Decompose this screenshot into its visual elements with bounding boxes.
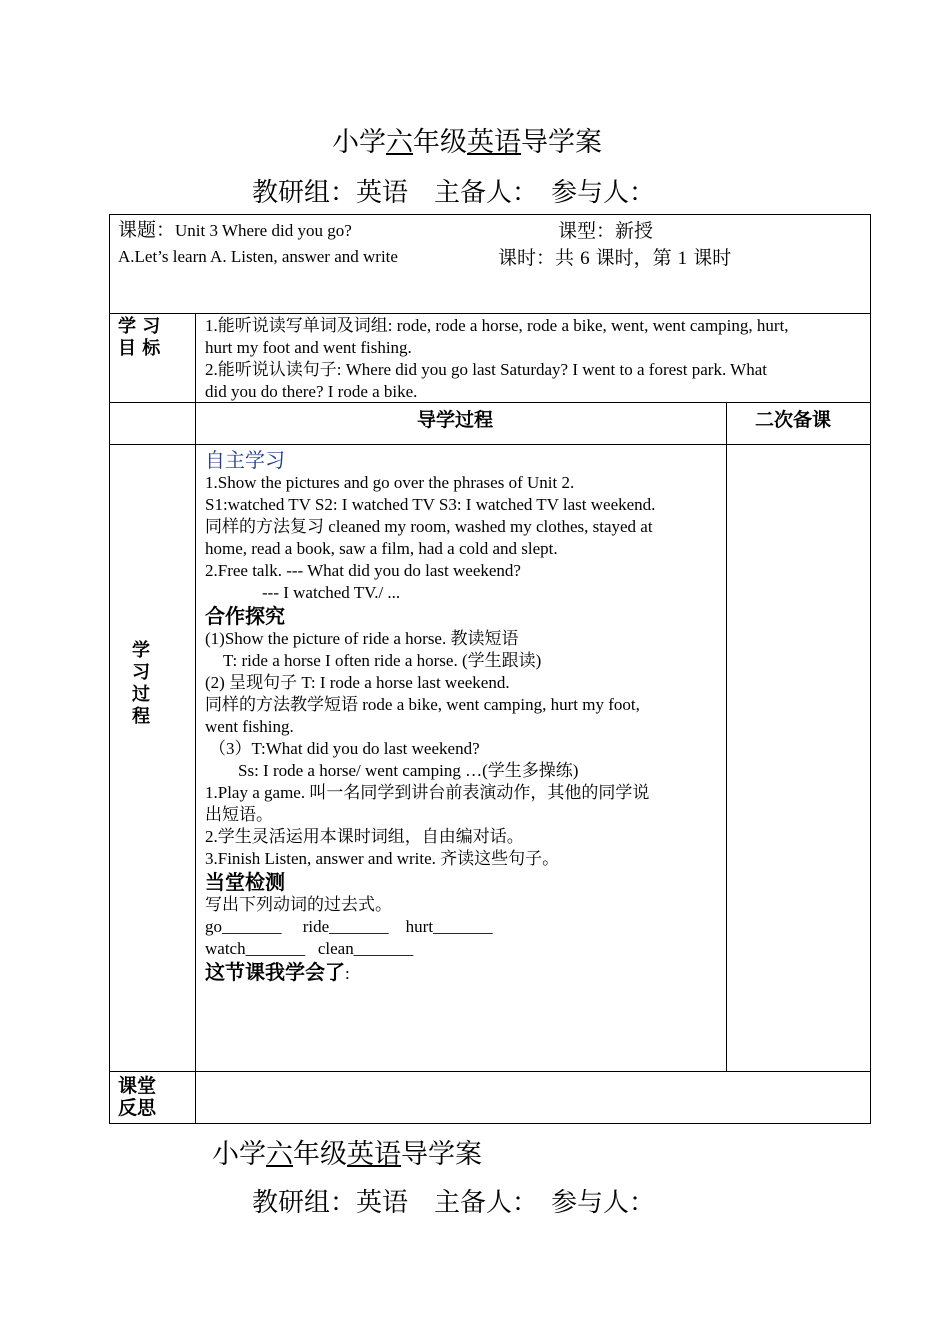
table-border-left: [109, 214, 110, 1124]
page-title: 小学六年级英语导学案: [332, 127, 602, 158]
goals-label: 学 习 目 标: [118, 316, 161, 359]
topic-line: 课题：Unit 3 Where did you go?: [118, 219, 352, 241]
table-border-row4: [109, 1071, 871, 1072]
header-second-prep: 二次备课: [755, 409, 832, 431]
table-border-row3: [109, 444, 871, 445]
table-border-row1: [109, 313, 871, 314]
table-col-divider-1: [195, 313, 196, 1124]
process-label: 学 习 过 程: [132, 640, 150, 727]
page-subtitle: 教研组：英语 主备人： 参与人：: [252, 178, 656, 208]
table-border-right: [870, 214, 871, 1124]
section-check: 当堂检测: [205, 870, 285, 894]
next-page-subtitle: 教研组：英语 主备人： 参与人：: [252, 1188, 656, 1218]
reflection-label: 课堂 反思: [118, 1075, 157, 1119]
section-self-study: 自主学习: [205, 448, 285, 472]
lesson-type: 课型：新授: [558, 220, 654, 242]
table-col-divider-2: [726, 402, 727, 1072]
goals-text: 1.能听说读写单词及词组: rode, rode a horse, rode a bike, went, went camping, hurt, hurt my foot and went fishing. 2.能听说认读句子: Where did you go last Saturday? I went to a forest park. What did you do there? I rode a bike.: [205, 316, 789, 401]
lesson-title: A.Let’s learn A. Listen, answer and write: [118, 247, 398, 266]
lesson-hours: 课时：共 6 课时，第 1 课时: [498, 247, 732, 269]
section-cooperation: 合作探究: [205, 604, 285, 628]
header-process: 导学过程: [417, 409, 494, 431]
next-page-title: 小学六年级英语导学案: [212, 1139, 482, 1170]
section-learned: 这节课我学会了:: [205, 960, 350, 984]
table-border-bottom: [109, 1123, 871, 1124]
table-border-top: [109, 214, 871, 215]
process-content: 自主学习 1.Show the pictures and go over the phrases of Unit 2. S1:watched TV S2: I watched TV S3: I watched TV last weekend. 同样的方法复习 cleaned my room, washed my clothes, stayed at home, read a book, saw a film, had a cold and slept. 2.Free talk. --- What did you do last weekend? --- I watched TV./ ... 合作探究 (1)Show the picture of ride a horse. 教读短语 T: ride a horse I often ride a horse. (学生跟读) (2) 呈现句子 T: I rode a horse last weekend. 同样的方法教学短语 rode a bike, went camping, hurt my foot, went fishing. （3）T:What did you do last weekend? Ss: I rode a horse/ went camping …(学生多操练) 1.Play a game. 叫一名同学到讲台前表演动作，其他的同学说 出短语。 2.学生灵活运用本课时词组，自由编对话。 3.Finish Listen, answer and write. 齐读这些句子。 当堂检测 写出下列动词的过去式。 go_______ ride_______ hurt_______ watch_______ clean_______ 这节课我学会了:: [205, 448, 656, 984]
